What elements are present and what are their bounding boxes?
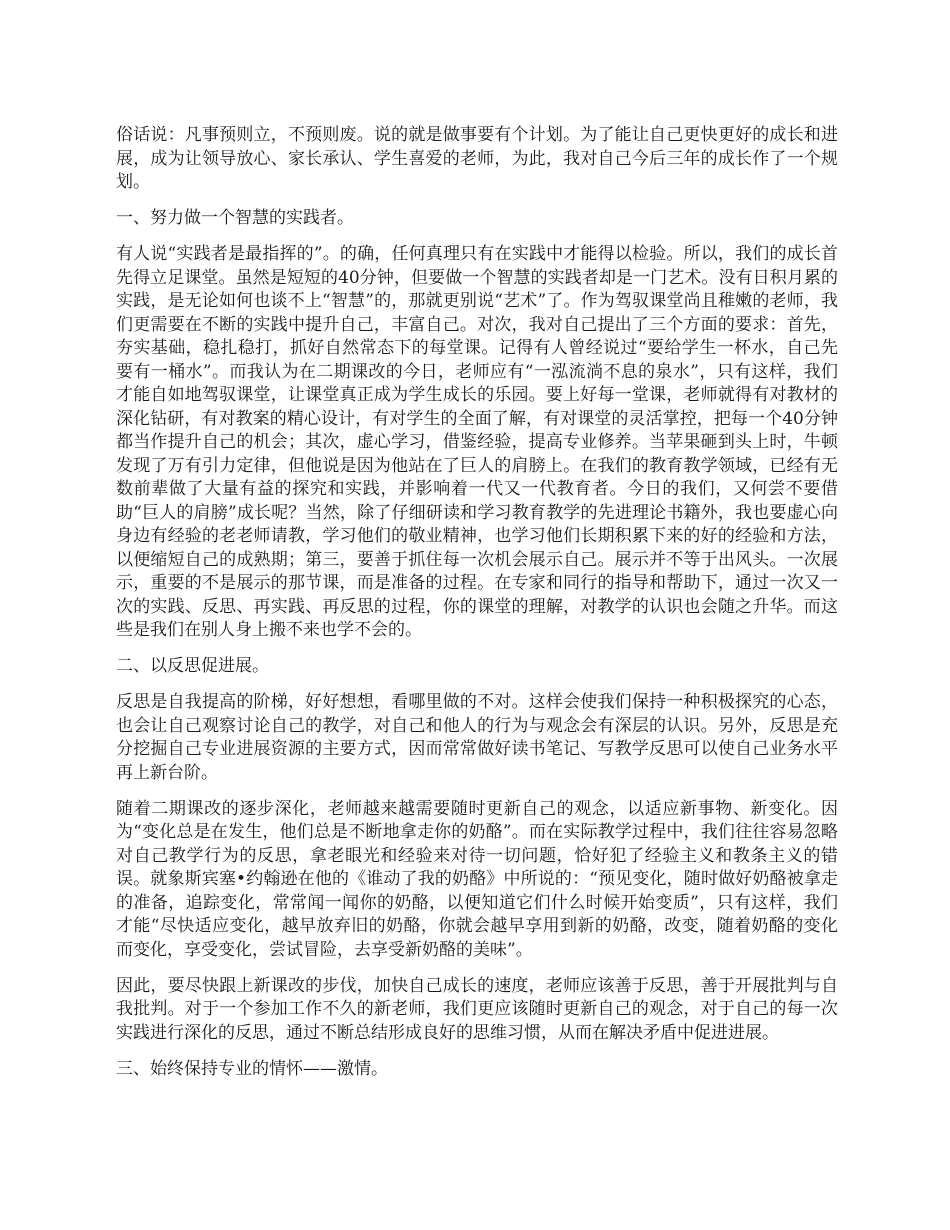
section-heading-3: 三、始终保持专业的情怀——激情。 — [116, 1058, 388, 1079]
section-1-paragraph: 有人说“实践者是最指挥的”。的确，任何真理只有在实践中才能得以检验。所以，我们的成长首先得立足课堂。虽然是短短的40分钟，但要做一个智慧的实践者却是一门艺术。没有日积月累的实践，是无论如何也谈不上“智慧”的，那就更别说“艺术”了。作为驾驭课堂尚且稚嫩的老师，我们更需要在不断的实践中提升自己，丰富自己。对次，我对自己提出了三个方面的要求：首先，夯实基础，稳扎稳打，抓好自然常态下的每堂课。记得有人曾经说过“要给学生一杯水，自己先要有一桶水”。而我认为在二期课改的今日，老师应有“一泓流淌不息的泉水”，只有这样，我们才能自如地驾驭课堂，让课堂真正成为学生成长的乐园。要上好每一堂课，老师就得有对教材的深化钻研，有对教案的精心设计，有对学生的全面了解，有对课堂的灵活掌控，把每一个40分钟都当作提升自己的机会；其次，虚心学习，借鉴经验，提高专业修养。当苹果砸到头上时，牛顿发现了万有引力定律，但他说是因为他站在了巨人的肩膀上。在我们的教育教学领域，已经有无数前辈做了大量有益的探究和实践，并影响着一代又一代教育者。今日的我们，又何尝不要借助“巨人的肩膀”成长呢？当然，除了仔细研读和学习教育教学的先进理论书籍外，我也要虚心向身边有经验的老老师请教，学习他们的敬业精神，也学习他们长期积累下来的好的经验和方法，以便缩短自己的成熟期；第三，要善于抓住每一次机会展示自己。展示并不等于出风头。一次展示，重要的不是展示的那节课，而是准备的过程。在专家和同行的指导和帮助下，通过一次又一次的实践、反思、再实践、再反思的过程，你的课堂的理解，对教学的认识也会随之升华。而这些是我们在别人身上搬不来也学不会的。 — [116, 244, 838, 640]
section-heading-2: 二、以反思促进展。 — [116, 656, 269, 676]
section-2-paragraph-1: 反思是自我提高的阶梯，好好想想，看哪里做的不对。这样会使我们保持一种积极探究的心态，也会让自己观察讨论自己的教学，对自己和他人的行为与观念会有深层的认识。另外，反思是充分挖掘自己专业进展资源的主要方式，因而常常做好读书笔记、写教学反思可以使自己业务水平再上新台阶。 — [116, 692, 838, 783]
section-2-paragraph-2: 随着二期课改的逐步深化，老师越来越需要随时更新自己的观念，以适应新事物、新变化。因为“变化总是在发生，他们总是不断地拿走你的奶酪”。而在实际教学过程中，我们往往容易忽略对自己教学行为的反思，拿老眼光和经验来对待一切问题，恰好犯了经验主义和教条主义的错误。就象斯宾塞•约翰逊在他的《谁动了我的奶酪》中所说的：“预见变化，随时做好奶酪被拿走的准备，追踪变化，常常闻一闻你的奶酪，以便知道它们什么时候开始变质”，只有这样，我们才能“尽快适应变化，越早放弃旧的奶酪，你就会越早享用到新的奶酪，改变，随着奶酪的变化而变化，享受变化，尝试冒险，去享受新奶酪的美味”。 — [116, 798, 838, 960]
section-heading-1: 一、努力做一个智慧的实践者。 — [116, 208, 354, 228]
section-2-paragraph-3: 因此，要尽快跟上新课改的步伐，加快自己成长的速度，老师应该善于反思，善于开展批判与自我批判。对于一个参加工作不久的新老师，我们更应该随时更新自己的观念，对于自己的每一次实践进行深化的反思，通过不断总结形成良好的思维习惯，从而在解决矛盾中促进进展。 — [116, 975, 838, 1043]
intro-paragraph: 俗话说：凡事预则立，不预则废。说的就是做事要有个计划。为了能让自己更快更好的成长和进展，成为让领导放心、家长承认、学生喜爱的老师，为此，我对自己今后三年的成长作了一个规划。 — [116, 125, 838, 192]
document-body — [116, 124, 838, 1094]
